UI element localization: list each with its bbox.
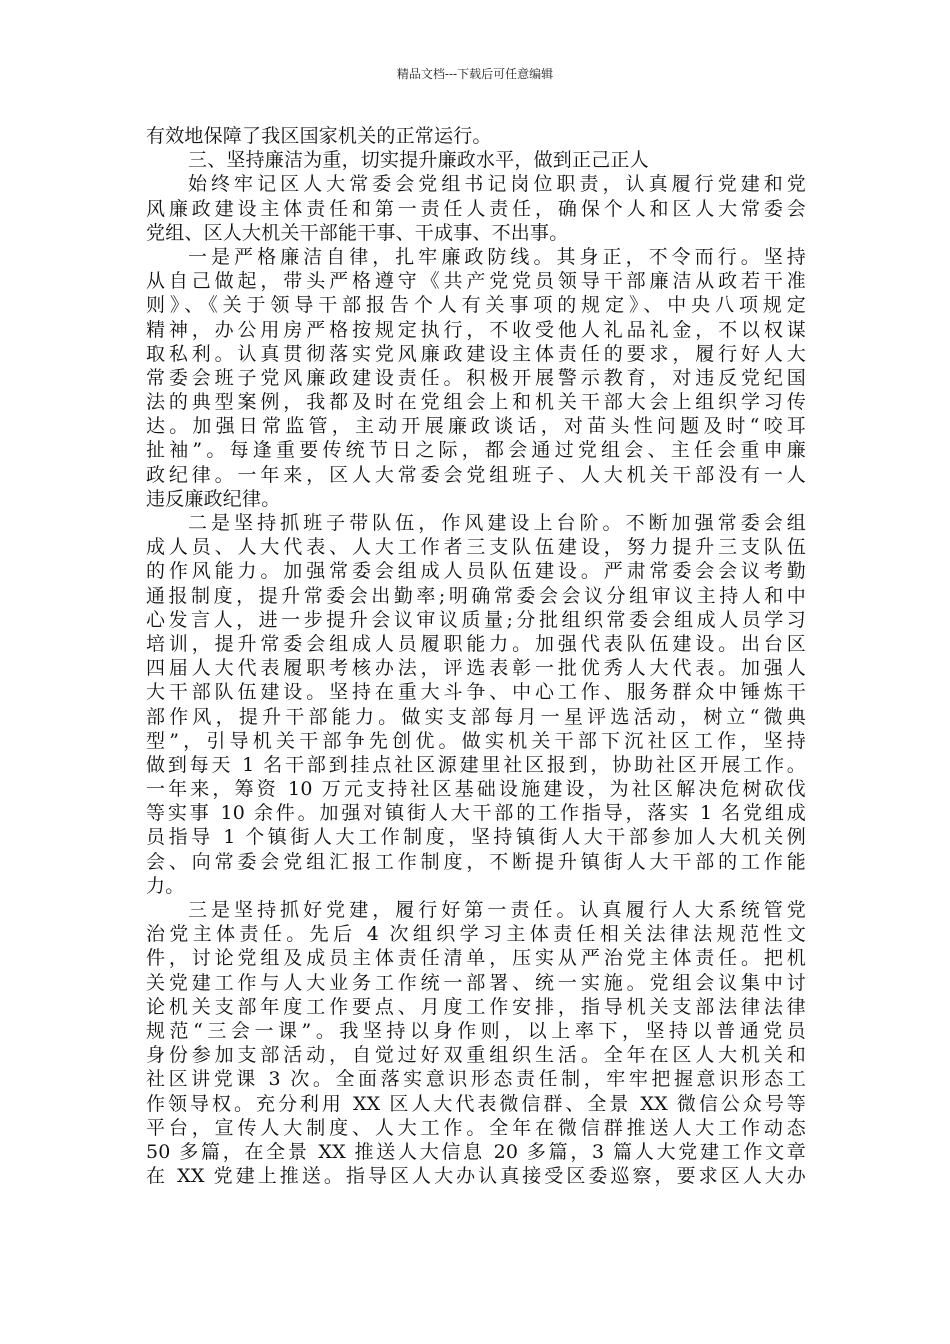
text-line: 件，讨论党组及成员主体责任清单，压实从严治党主体责任。把机 — [146, 947, 806, 970]
text-line: 社区讲党课 3 次。全面落实意识形态责任制，牢牢把握意识形态工 — [146, 1068, 806, 1091]
text-line: 取私利。认真贯彻落实党风廉政建设主体责任的要求，履行好人大 — [146, 342, 806, 365]
text-line: 始终牢记区人大常委会党组书记岗位职责，认真履行党建和党 — [188, 173, 806, 196]
text-line: 等实事 10 余件。加强对镇街人大干部的工作指导，落实 1 名党组成 — [146, 802, 806, 825]
text-line: 政纪律。一年来，区人大常委会党组班子、人大机关干部没有一人 — [146, 463, 806, 486]
text-line: 的作风能力。加强常委会组成人员队伍建设。严肃常委会会议考勤 — [146, 560, 806, 583]
text-line: 大干部队伍建设。坚持在重大斗争、中心工作、服务群众中锤炼干 — [146, 681, 806, 704]
text-line: 关党建工作与人大业务工作统一部署、统一实施。党组会议集中讨 — [146, 971, 806, 994]
document-body — [146, 124, 806, 1188]
text-line: 规范“三会一课”。我坚持以身作则，以上率下，坚持以普通党员 — [146, 1019, 806, 1042]
text-line: 培训，提升常委会组成人员履职能力。加强代表队伍建设。出台区 — [146, 632, 806, 655]
text-line: 部作风，提升干部能力。做实支部每月一星评选活动，树立“微典 — [146, 705, 806, 728]
text-line: 心发言人，进一步提升会议审议质量;分批组织常委会组成人员学习 — [146, 608, 806, 631]
text-line: 做到每天 1 名干部到挂点社区源建里社区报到，协助社区开展工作。 — [146, 753, 806, 776]
text-line: 则》、《关于领导干部报告个人有关事项的规定》、中央八项规定 — [146, 294, 806, 317]
text-line: 作领导权。充分利用 XX 区人大代表微信群、全景 XX 微信公众号等 — [146, 1092, 806, 1115]
text-line: 扯袖”。每逢重要传统节日之际，都会通过党组会、主任会重申廉 — [146, 439, 806, 462]
text-line: 会、向常委会党组汇报工作制度，不断提升镇街人大干部的工作能 — [146, 850, 806, 873]
text-line: 二是坚持抓班子带队伍，作风建设上台阶。不断加强常委会组 — [188, 512, 806, 534]
text-line: 员指导 1 个镇街人大工作制度，坚持镇街人大干部参加人大机关例 — [146, 826, 806, 849]
text-line: 常委会班子党风廉政建设责任。积极开展警示教育，对违反党纪国 — [146, 366, 806, 389]
text-line: 一年来，筹资 10 万元支持社区基础设施建设，为社区解决危树砍伐 — [146, 778, 806, 801]
text-line: 达。加强日常监管，主动开展廉政谈话，对苗头性问题及时“咬耳 — [146, 415, 806, 438]
text-line: 精神，办公用房严格按规定执行，不收受他人礼品礼金，不以权谋 — [146, 318, 806, 341]
text-line: 身份参加支部活动，自觉过好双重组织生活。全年在区人大机关和 — [146, 1044, 806, 1067]
text-line: 力。 — [146, 874, 185, 897]
text-line: 通报制度，提升常委会出勤率;明确常委会会议分组审议主持人和中 — [146, 584, 806, 607]
text-line: 三是坚持抓好党建，履行好第一责任。认真履行人大系统管党 — [188, 899, 806, 921]
text-line: 论机关支部年度工作要点、月度工作安排，指导机关支部法律法律 — [146, 995, 806, 1018]
text-line: 在 XX 党建上推送。指导区人大办认真接受区委巡察，要求区人大办 — [146, 1165, 806, 1188]
text-line: 法的典型案例，我都及时在党组会上和机关干部大会上组织学习传 — [146, 391, 806, 414]
text-line: 风廉政建设主体责任和第一责任人责任，确保个人和区人大常委会 — [146, 197, 806, 220]
text-line: 有效地保障了我区国家机关的正常运行。 — [146, 125, 492, 147]
text-line: 平台，宣传人大制度、人大工作。全年在微信群推送人大工作动态 — [146, 1116, 806, 1139]
text-line: 治党主体责任。先后 4 次组织学习主体责任相关法律法规范性文 — [146, 923, 806, 946]
text-line: 从自己做起，带头严格遵守《共产党党员领导干部廉洁从政若干准 — [146, 270, 806, 293]
text-line: 四届人大代表履职考核办法，评选表彰一批优秀人大代表。加强人 — [146, 657, 806, 680]
text-line: 型”，引导机关干部争先创优。做实机关干部下沉社区工作，坚持 — [146, 729, 806, 752]
text-line: 三、坚持廉洁为重，切实提升廉政水平，做到正己正人 — [188, 149, 649, 172]
text-line: 违反廉政纪律。 — [146, 487, 281, 510]
text-line: 成人员、人大代表、人大工作者三支队伍建设，努力提升三支队伍 — [146, 536, 806, 559]
page-header: 精品文档---下载后可任意编辑 — [396, 67, 554, 81]
text-line: 50 多篇，在全景 XX 推送人大信息 20 多篇，3 篇人大党建工作文章 — [146, 1140, 806, 1163]
text-line: 一是严格廉洁自律，扎牢廉政防线。其身正，不令而行。坚持 — [188, 245, 806, 268]
text-line: 党组、区人大机关干部能干事、干成事、不出事。 — [146, 221, 569, 244]
